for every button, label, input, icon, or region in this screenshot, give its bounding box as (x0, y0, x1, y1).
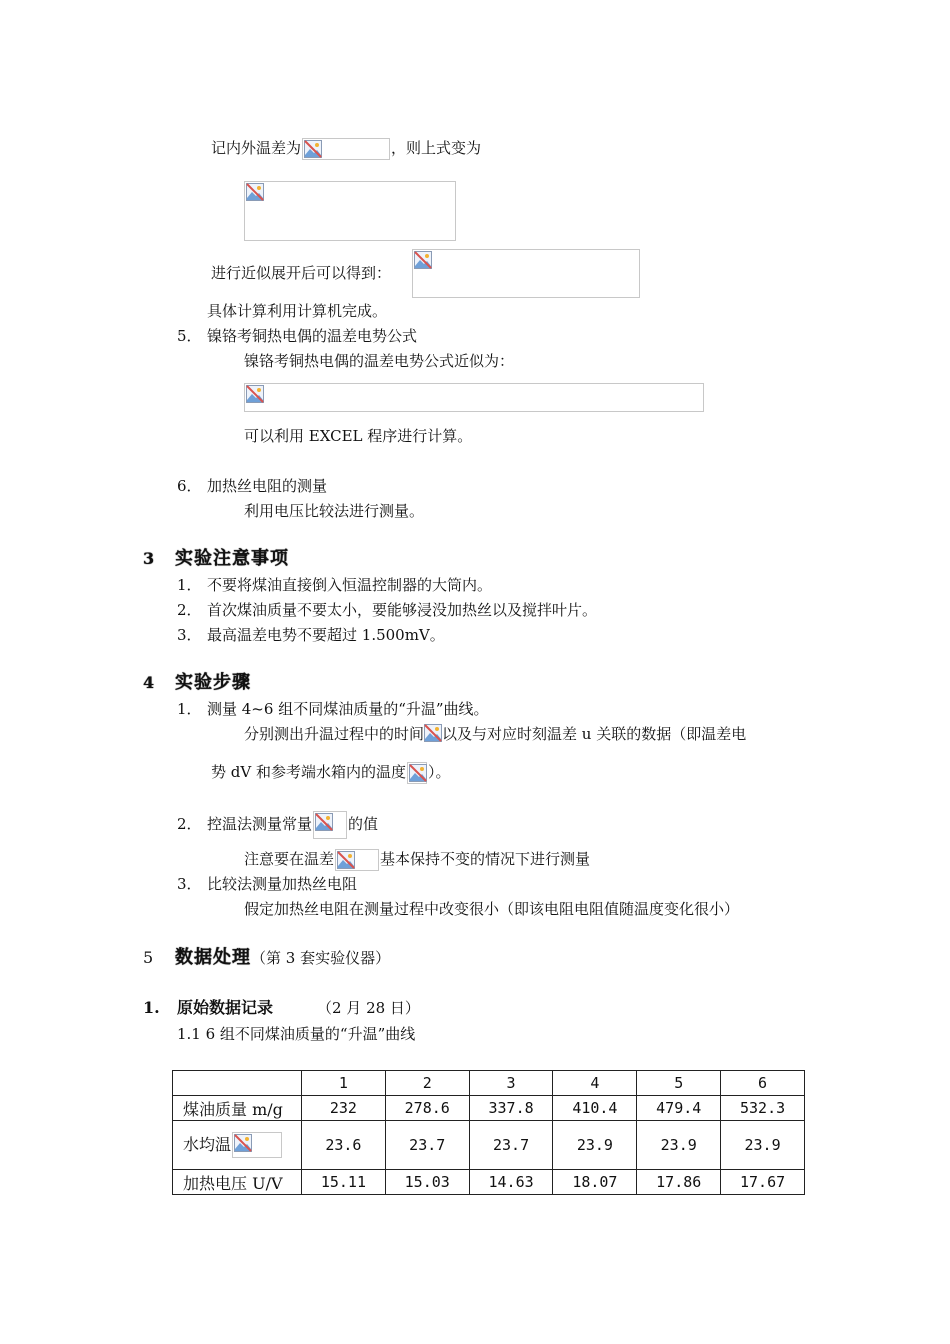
broken-image-icon (246, 385, 264, 403)
formula-image (412, 249, 640, 298)
broken-image-icon (414, 251, 432, 269)
table-cell: 278.6 (385, 1096, 469, 1121)
step2-num: 2． (177, 815, 202, 833)
raw-data-heading (143, 998, 420, 1018)
table-cell: 15.03 (385, 1170, 469, 1195)
table-row-label: 水均温 (183, 1134, 232, 1154)
step1 (177, 699, 489, 719)
para-temp-diff-after: ，则上式变为 (391, 139, 482, 157)
step3-text: 比较法测量加热丝电阻 (207, 875, 358, 893)
step1-num: 1． (177, 700, 202, 718)
item5-heading (177, 326, 417, 346)
formula-image (244, 383, 704, 412)
table-cell: 14.63 (469, 1170, 553, 1195)
step1-detail-d: ）。 (427, 763, 451, 781)
raw-data-sub: 1.1 6 组不同煤油质量的“升温”曲线 (177, 1025, 416, 1043)
table-row (173, 1096, 805, 1121)
broken-image-icon (409, 764, 427, 782)
table-cell: 23.9 (721, 1121, 805, 1170)
section5-num: 5 (143, 948, 154, 967)
table-cell: 23.9 (637, 1121, 721, 1170)
table-cell: 17.86 (637, 1170, 721, 1195)
item6-heading (177, 476, 327, 496)
table-cell: 1 (302, 1071, 386, 1096)
data-table (172, 1070, 805, 1195)
section4-heading (143, 673, 251, 693)
step3 (177, 874, 357, 894)
broken-image-icon (304, 140, 322, 158)
raw-data-date: （2 月 28 日） (317, 999, 420, 1017)
table-cell: 6 (721, 1071, 805, 1096)
step2-text-a: 控温法测量常量 (207, 815, 313, 833)
para-compute: 具体计算利用计算机完成。 (207, 302, 388, 320)
item5-note: 可以利用 EXCEL 程序进行计算。 (244, 427, 473, 445)
list-item-text: 最高温差电势不要超过 1.500mV。 (207, 626, 445, 644)
item5-desc: 镍铬考铜热电偶的温差电势公式近似为： (244, 352, 515, 370)
item6-desc: 利用电压比较法进行测量。 (244, 502, 425, 520)
section5-subtitle: （第 3 套实验仪器） (251, 949, 391, 967)
step2-note-b: 基本保持不变的情况下进行测量 (380, 850, 591, 868)
table-cell: 410.4 (553, 1096, 637, 1121)
step1-detail-b: 以及与对应时刻温差 u 关联的数据（即温差电 (442, 725, 747, 743)
raw-data-title: 原始数据记录 (177, 998, 274, 1017)
broken-image-icon (337, 851, 355, 869)
section4-num: 4 (143, 673, 156, 692)
list-item-text: 不要将煤油直接倒入恒温控制器的大筒内。 (207, 576, 493, 594)
broken-image-icon (246, 183, 264, 201)
section3-num: 3 (143, 549, 156, 568)
step3-note: 假定加热丝电阻在测量过程中改变很小（即该电阻电阻值随温度变化很小） (244, 900, 740, 918)
table-cell: 4 (553, 1071, 637, 1096)
table-cell: 3 (469, 1071, 553, 1096)
table-cell: 15.11 (302, 1170, 386, 1195)
broken-image-icon (234, 1134, 252, 1152)
formula-image (407, 762, 427, 784)
formula-image (302, 138, 390, 160)
step2-text-b: 的值 (348, 815, 379, 833)
para-approx: 进行近似展开后可以得到： (211, 264, 392, 282)
table-cell: 23.7 (385, 1121, 469, 1170)
step2 (177, 811, 378, 839)
table-row-label: 加热电压 U/V (173, 1170, 302, 1195)
item6-title: 加热丝电阻的测量 (207, 477, 328, 495)
table-cell: 479.4 (637, 1096, 721, 1121)
raw-data-num: 1. (143, 998, 160, 1017)
section3-title: 实验注意事项 (175, 548, 289, 569)
table-cell: 23.6 (302, 1121, 386, 1170)
list-item (177, 600, 597, 620)
para-temp-diff (211, 138, 481, 160)
step1-detail-line2 (211, 762, 451, 784)
step2-note-a: 注意要在温差 (244, 850, 335, 868)
section3-heading (143, 549, 289, 569)
formula-image (313, 811, 347, 839)
table-row-label-cell (173, 1121, 302, 1170)
list-item-num: 1． (177, 576, 202, 594)
step1-detail-a: 分别测出升温过程中的时间 (244, 725, 425, 743)
formula-image (244, 181, 456, 241)
table-cell: 23.9 (553, 1121, 637, 1170)
formula-image (232, 1132, 282, 1158)
table-row (173, 1170, 805, 1195)
table-cell: 17.67 (721, 1170, 805, 1195)
section5-title: 数据处理 (175, 947, 251, 968)
table-cell (173, 1071, 302, 1096)
table-row (173, 1121, 805, 1170)
broken-image-icon (424, 724, 442, 742)
step1-detail-line1 (244, 724, 746, 744)
item5-title: 镍铬考铜热电偶的温差电势公式 (207, 327, 418, 345)
step1-detail-c: 势 dV 和参考端水箱内的温度 (211, 763, 406, 781)
table-cell: 532.3 (721, 1096, 805, 1121)
step3-num: 3． (177, 875, 202, 893)
list-item-text: 首次煤油质量不要太小，要能够浸没加热丝以及搅拌叶片。 (207, 601, 598, 619)
list-item (177, 625, 445, 645)
table-cell: 337.8 (469, 1096, 553, 1121)
table-cell: 23.7 (469, 1121, 553, 1170)
list-item-num: 3． (177, 626, 202, 644)
item6-num: 6． (177, 477, 202, 495)
section4-title: 实验步骤 (175, 672, 251, 693)
formula-image (335, 849, 379, 871)
step1-text: 测量 4~6 组不同煤油质量的“升温”曲线。 (207, 700, 489, 718)
item5-num: 5． (177, 327, 202, 345)
list-item (177, 575, 492, 595)
broken-image-icon (315, 813, 333, 831)
table-header-row (173, 1071, 805, 1096)
table-cell: 5 (637, 1071, 721, 1096)
table-cell: 2 (385, 1071, 469, 1096)
table-cell: 18.07 (553, 1170, 637, 1195)
table-row-label: 煤油质量 m/g (173, 1096, 302, 1121)
list-item-num: 2． (177, 601, 202, 619)
section5-heading (143, 948, 390, 968)
para-temp-diff-before: 记内外温差为 (211, 139, 302, 157)
step2-note (244, 849, 590, 871)
table-cell: 232 (302, 1096, 386, 1121)
